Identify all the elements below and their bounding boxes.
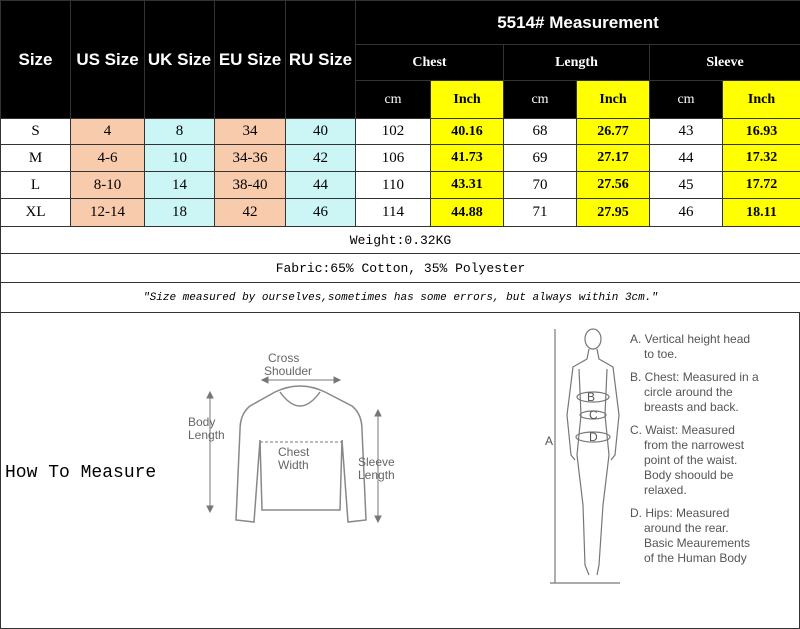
sleeve-cm-cell: 44 [650, 145, 723, 172]
measurement-note: "Size measured by ourselves,sometimes has some errors, but always within 3cm." [1, 283, 800, 313]
sleeve-cm-cell: 45 [650, 172, 723, 199]
length-inch-cell: 27.17 [577, 145, 650, 172]
body-figure [545, 325, 625, 595]
uk-cell: 8 [145, 119, 215, 145]
length-cm-cell: 71 [504, 199, 577, 227]
arrow-down [207, 506, 213, 512]
arrow-right [334, 377, 340, 383]
measurement-title: 5514# Measurement [356, 1, 800, 45]
eu-cell: 38-40 [215, 172, 286, 199]
table-row [1, 145, 800, 172]
sleeve-length-label: Sleeve [358, 455, 395, 469]
length-cm-cell: 70 [504, 172, 577, 199]
weight-text: Weight:0.32KG [1, 227, 800, 254]
group-length: Length [504, 45, 650, 81]
chest-cm-cell: 110 [356, 172, 431, 199]
body-length-label: Length [188, 428, 225, 442]
group-sleeve: Sleeve [650, 45, 800, 81]
length-cm-cell: 68 [504, 119, 577, 145]
chest-inch-cell: 43.31 [431, 172, 504, 199]
label-b: B [587, 390, 596, 404]
note-a: A. Vertical height head to toe. [630, 332, 751, 361]
length-inch-cell: 27.56 [577, 172, 650, 199]
header-us-size: US Size [71, 1, 145, 119]
sleeve-length-label: Length [358, 468, 395, 482]
label-d: D [589, 430, 598, 444]
arrow-up [375, 410, 381, 416]
header-size: Size [1, 1, 71, 119]
size-cell: S [1, 119, 71, 145]
sleeve-inch-cell: 18.11 [723, 199, 800, 227]
ru-cell: 40 [286, 119, 356, 145]
eu-cell: 34 [215, 119, 286, 145]
group-chest: Chest [356, 45, 504, 81]
header-eu-size: EU Size [215, 1, 286, 119]
sweater-diagram [180, 340, 420, 540]
ru-cell: 46 [286, 199, 356, 227]
length-cm-cell: 69 [504, 145, 577, 172]
cross-shoulder-label: Cross [268, 351, 300, 365]
chest-width-label: Width [278, 458, 309, 472]
size-cell: M [1, 145, 71, 172]
chest-inch-cell: 40.16 [431, 119, 504, 145]
length-inch-cell: 26.77 [577, 119, 650, 145]
fabric-text: Fabric:65% Cotton, 35% Polyester [1, 254, 800, 283]
size-cell: L [1, 172, 71, 199]
uk-cell: 18 [145, 199, 215, 227]
eu-cell: 34-36 [215, 145, 286, 172]
note-b: B. Chest: Measured in a circle around the breasts and back. [630, 370, 759, 414]
figure-head [585, 329, 601, 349]
chest-inch-cell: 44.88 [431, 199, 504, 227]
ru-cell: 42 [286, 145, 356, 172]
chest-width-label: Chest [278, 445, 310, 459]
unit-length-cm: cm [504, 81, 577, 119]
chest-cm-cell: 102 [356, 119, 431, 145]
eu-cell: 42 [215, 199, 286, 227]
sweater-neckline [280, 392, 320, 406]
us-cell: 8-10 [71, 172, 145, 199]
header-uk-size: UK Size [145, 1, 215, 119]
unit-length-inch: Inch [577, 81, 650, 119]
sleeve-cm-cell: 43 [650, 119, 723, 145]
arrow-down [375, 516, 381, 522]
body-length-label: Body [188, 415, 216, 429]
chest-inch-cell: 41.73 [431, 145, 504, 172]
us-cell: 4-6 [71, 145, 145, 172]
us-cell: 4 [71, 119, 145, 145]
chest-cm-cell: 114 [356, 199, 431, 227]
us-cell: 12-14 [71, 199, 145, 227]
uk-cell: 10 [145, 145, 215, 172]
size-cell: XL [1, 199, 71, 227]
cross-shoulder-label: Shoulder [264, 364, 313, 378]
sleeve-inch-cell: 17.32 [723, 145, 800, 172]
sleeve-cm-cell: 46 [650, 199, 723, 227]
how-to-measure-label: How To Measure [5, 463, 157, 483]
ru-cell: 44 [286, 172, 356, 199]
unit-sleeve-cm: cm [650, 81, 723, 119]
unit-sleeve-inch: Inch [723, 81, 800, 119]
unit-chest-inch: Inch [431, 81, 504, 119]
measurement-notes [630, 332, 759, 574]
note-d: D. Hips: Measured around the rear. Basic Meaurements of the Human Body [630, 506, 751, 565]
chest-cm-cell: 106 [356, 145, 431, 172]
size-table [0, 0, 800, 313]
table-row [1, 119, 800, 145]
table-row [1, 199, 800, 227]
arrow-up [207, 392, 213, 398]
header-ru-size: RU Size [286, 1, 356, 119]
sleeve-inch-cell: 17.72 [723, 172, 800, 199]
label-a: A [545, 434, 554, 448]
label-c: C [589, 408, 598, 422]
table-row [1, 172, 800, 199]
length-inch-cell: 27.95 [577, 199, 650, 227]
sleeve-inch-cell: 16.93 [723, 119, 800, 145]
uk-cell: 14 [145, 172, 215, 199]
note-c: C. Waist: Measured from the narrowest point of the waist. Body shoould be relaxed. [630, 423, 745, 497]
unit-chest-cm: cm [356, 81, 431, 119]
